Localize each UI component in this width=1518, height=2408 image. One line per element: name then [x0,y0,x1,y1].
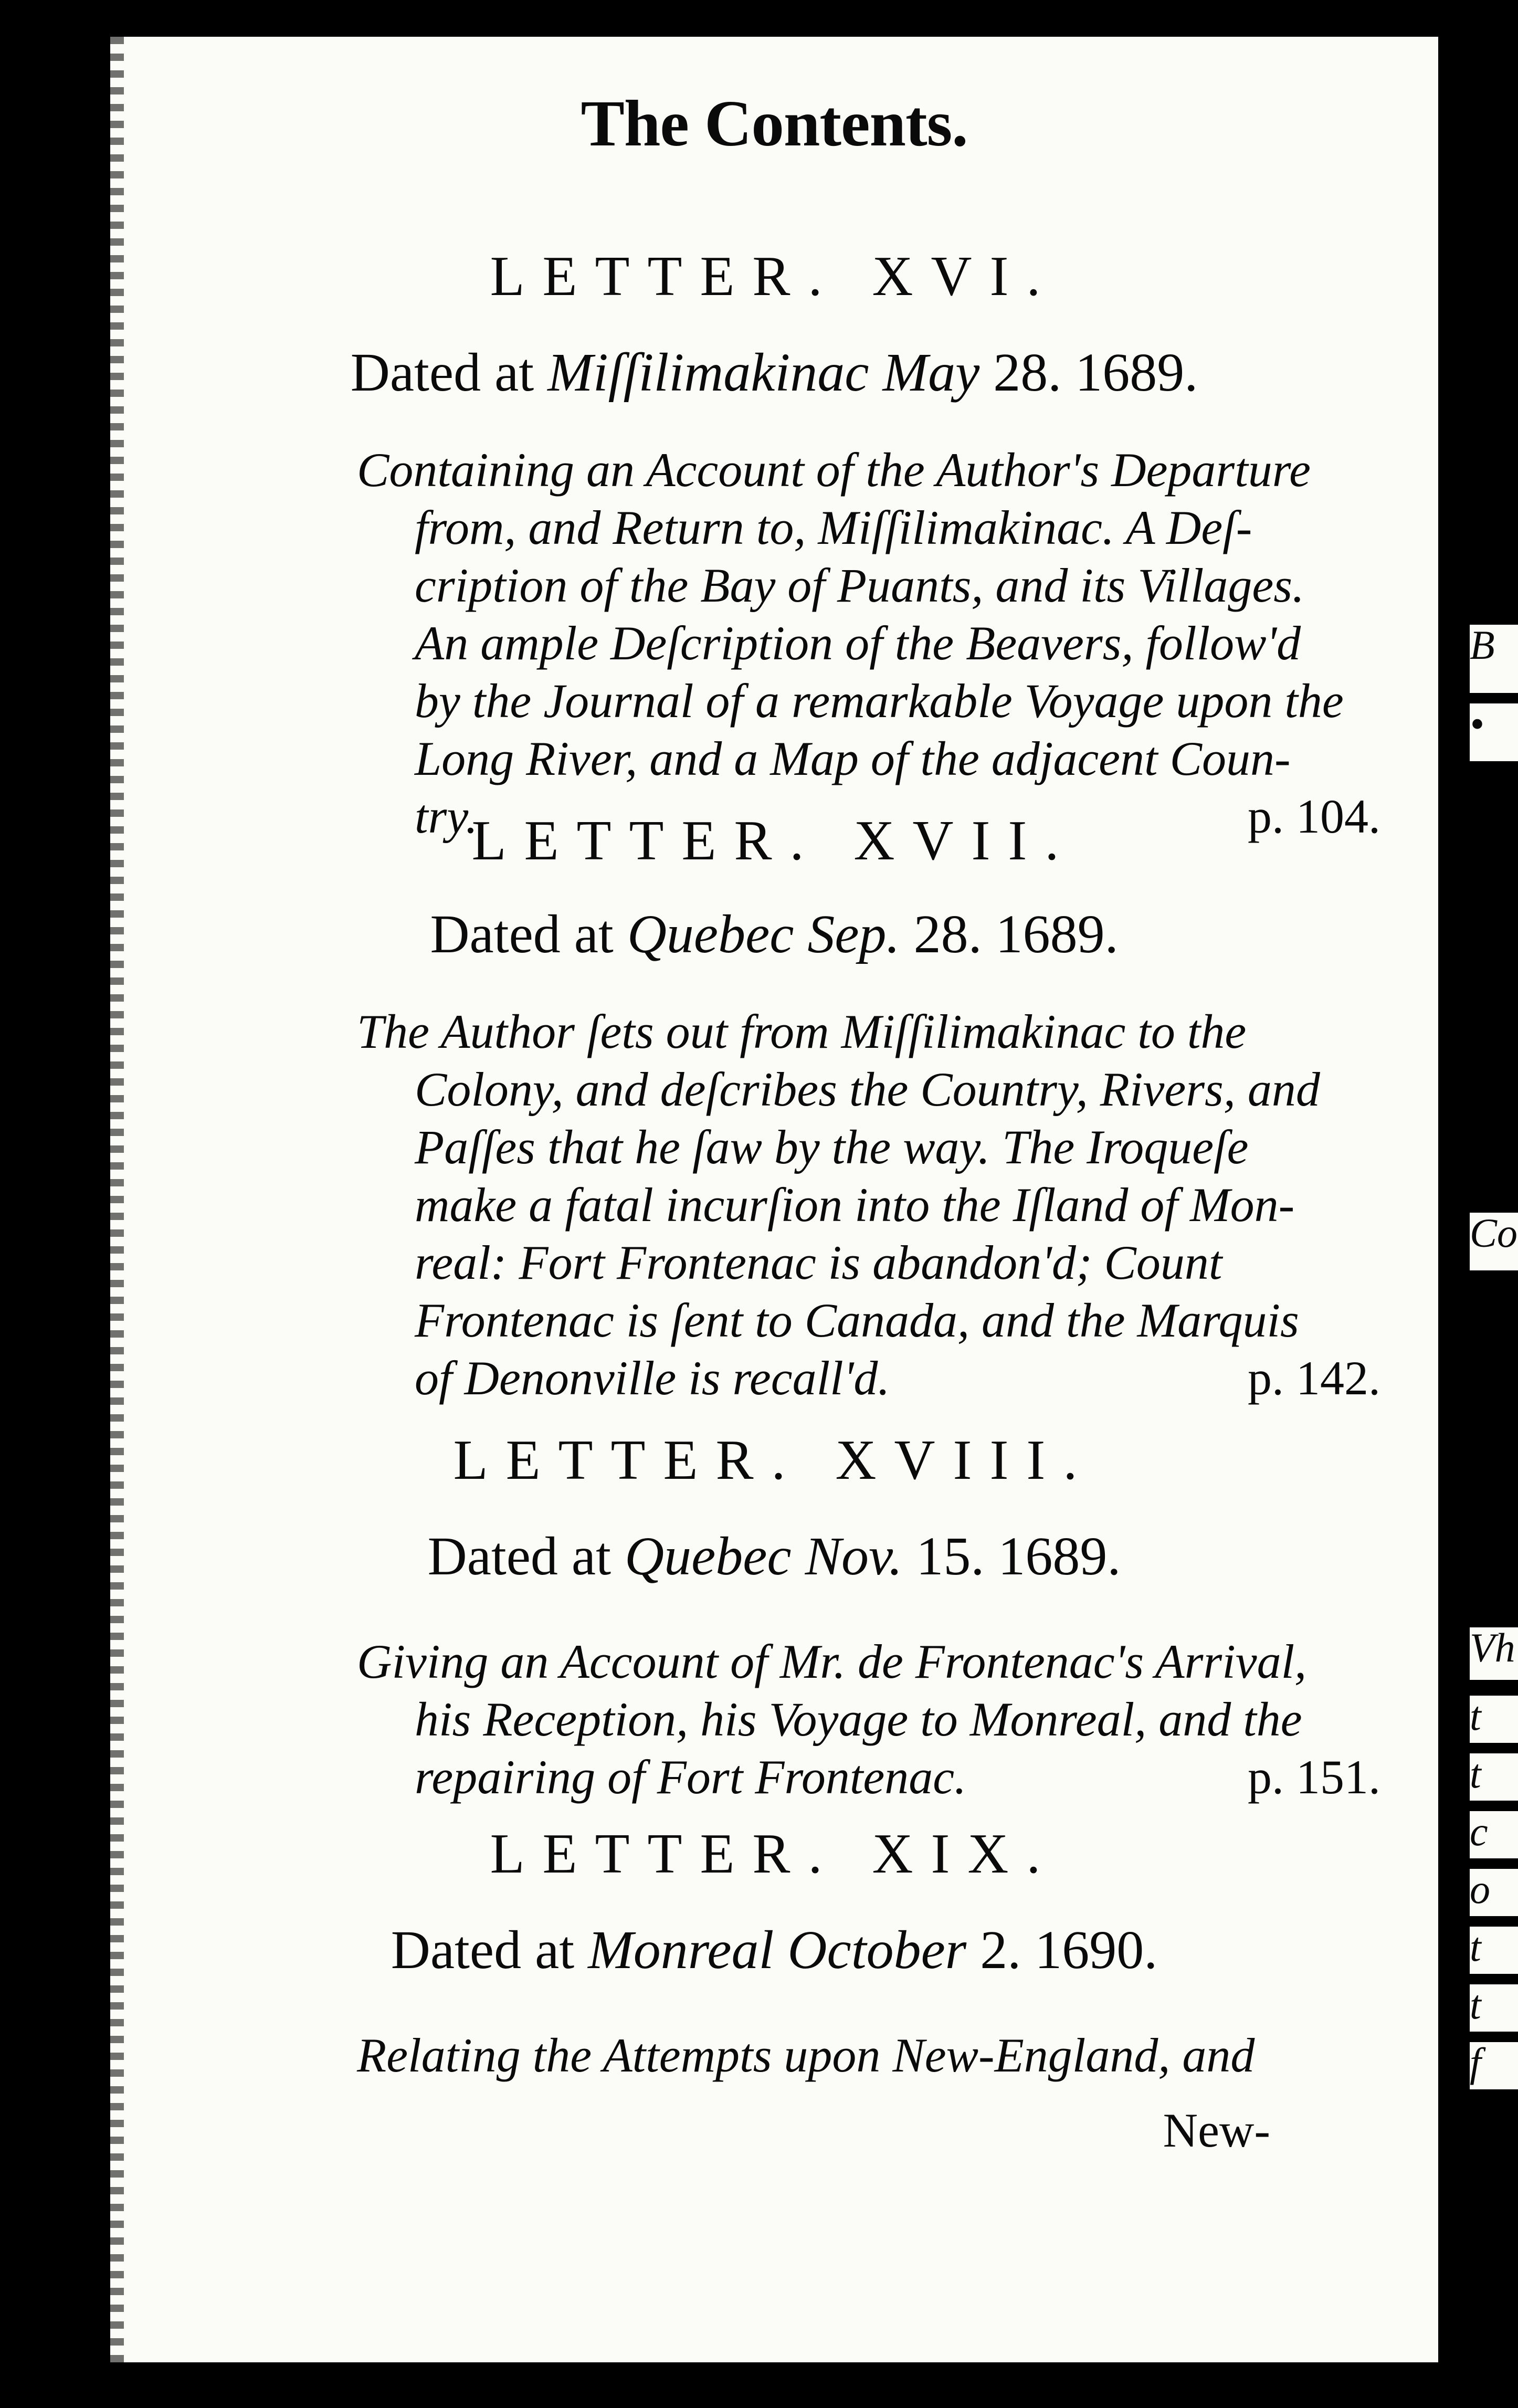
page-reference: p. 151. [1248,1750,1380,1804]
letter-heading: LETTER. XVII. [471,809,1077,872]
summary-line: Giving an Account of Mr. de Frontenac's Arrival, [357,1635,1307,1688]
summary-line: his Reception, his Voyage to Monreal, and the [415,1692,1302,1746]
summary-line: Paſſes that he ſaw by the way. The Iroqueſe [415,1120,1249,1174]
adjacent-page-fragment: c [1470,1811,1518,1858]
summary-line: by the Journal of a remarkable Voyage upon the [415,674,1344,728]
summary-line: Frontenac is ſent to Canada, and the Marquis [415,1294,1299,1347]
catchword: New- [1163,2104,1270,2157]
adjacent-page-fragment: • [1470,703,1518,761]
summary-line: make a fatal incurſion into the Iſland of Mon- [415,1178,1295,1232]
summary-line: Containing an Account of the Author's Departure [357,443,1311,497]
adjacent-page-fragment: t [1470,1927,1518,1974]
letter-summary [357,1003,1380,1407]
adjacent-page-fragment: o [1470,1869,1518,1916]
summary-line: from, and Return to, Miſſilimakinac. A Deſ- [415,501,1252,554]
letter-heading: LETTER. XIX. [490,1823,1059,1885]
summary-line: The Author ſets out from Miſſilimakinac to the [357,1005,1247,1058]
letter-date: Dated at Monreal October 2. 1690. [391,1920,1158,1980]
summary-line: real: Fort Frontenac is abandon'd; Count [415,1236,1222,1289]
letter-summary [357,1633,1380,1806]
book-page [110,37,1438,2362]
letter-heading: LETTER. XVIII. [453,1429,1095,1491]
page-reference: p. 142. [1248,1351,1380,1405]
letter-date: Dated at Miſſilimakinac May 28. 1689. [350,342,1198,403]
page-title: The Contents. [581,88,968,160]
letter-date: Dated at Quebec Nov. 15. 1689. [427,1526,1121,1586]
page-reference: p. 104. [1248,790,1380,843]
adjacent-page-fragment: Co [1470,1213,1518,1270]
adjacent-page-fragment: t [1470,1753,1518,1801]
adjacent-page-fragment: f [1470,2042,1518,2089]
summary-line: cription of the Bay of Puants, and its Villages. [415,559,1305,612]
letter-heading: LETTER. XVI. [490,245,1059,308]
letter-date: Dated at Quebec Sep. 28. 1689. [430,904,1119,964]
summary-line: Relating the Attempts upon New-England, and [357,2028,1255,2082]
summary-line: repairing of Fort Frontenac. p. 151. [357,1748,1380,1806]
summary-line: An ample Deſcription of the Beavers, follow'd [415,616,1301,670]
summary-line: Long River, and a Map of the adjacent Coun- [415,732,1291,785]
adjacent-page-fragment: t [1470,1696,1518,1743]
adjacent-page-fragment: t [1470,1984,1518,2032]
letter-summary [357,441,1380,845]
adjacent-page-fragment: Vh [1470,1627,1518,1680]
summary-line: try. p. 104. [357,787,1380,845]
adjacent-page-fragment: B [1470,625,1518,693]
letter-summary [357,2026,1380,2084]
summary-line: of Denonville is recall'd. p. 142. [357,1349,1380,1407]
summary-line: Colony, and deſcribes the Country, Rivers, and [415,1063,1320,1116]
